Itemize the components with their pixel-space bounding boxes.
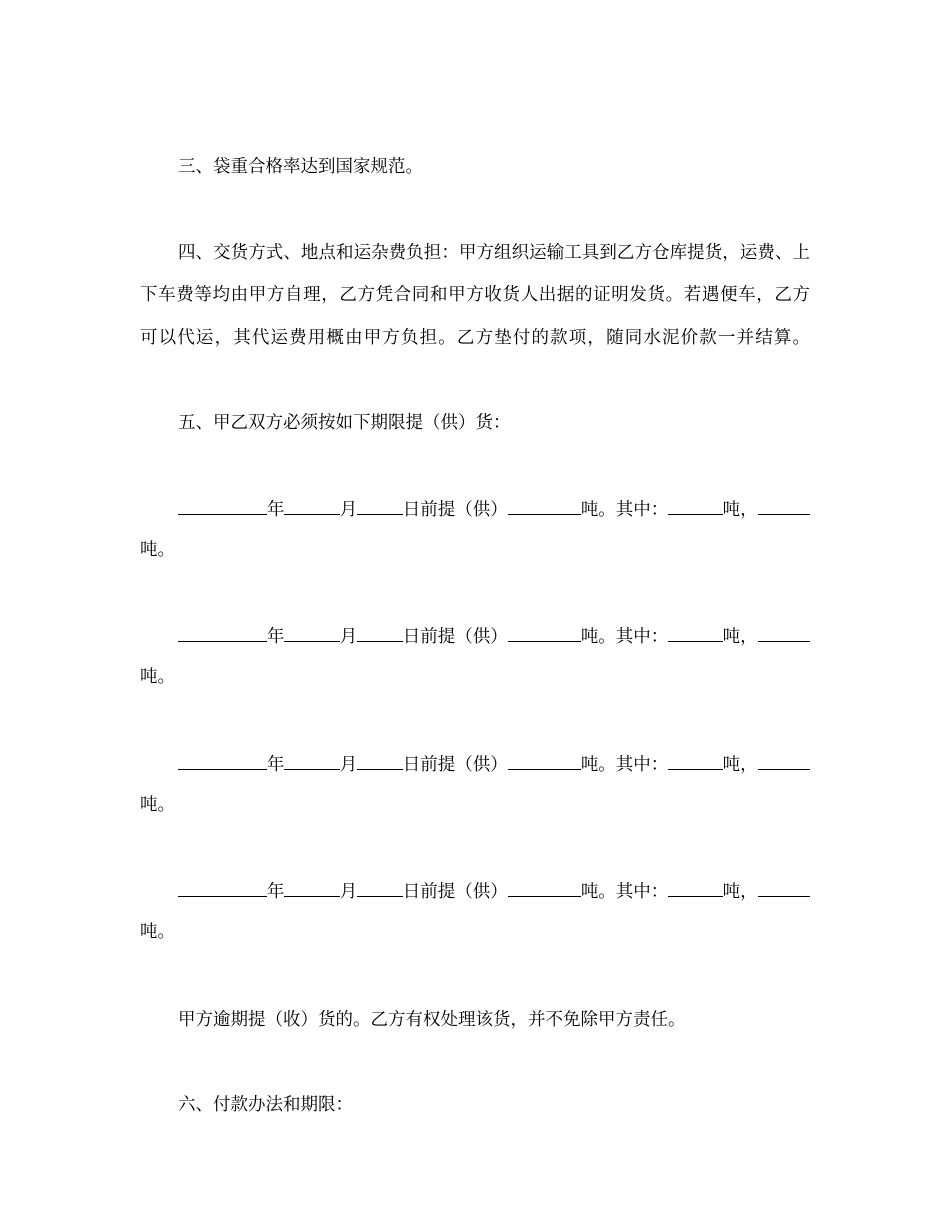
clause-4-line-3: 可以代运，其代运费用概由甲方负担。乙方垫付的款项，随同水泥价款一并结算。 bbox=[140, 328, 810, 348]
fill-in-blank[interactable] bbox=[284, 623, 339, 642]
fill-in-blank[interactable] bbox=[508, 878, 581, 897]
label-ton_comma: 吨， bbox=[722, 882, 758, 902]
fill-in-blank[interactable] bbox=[508, 623, 581, 642]
fill-in-blank[interactable] bbox=[178, 496, 267, 515]
fill-in-blank[interactable] bbox=[178, 878, 267, 897]
fill-in-blank[interactable] bbox=[508, 496, 581, 515]
clause-5: 五、甲乙双方必须按如下期限提（供）货： bbox=[178, 413, 511, 433]
schedule-row bbox=[178, 878, 810, 902]
clause-4-line-2: 下车费等均由甲方自理，乙方凭合同和甲方收货人出据的证明发货。若遇便车，乙方 bbox=[140, 285, 810, 305]
label-day_supply: 日前提（供） bbox=[402, 500, 508, 520]
label-ton_comma: 吨， bbox=[722, 755, 758, 775]
fill-in-blank[interactable] bbox=[284, 751, 339, 770]
label-ton_end: 吨。 bbox=[140, 795, 175, 815]
label-ton_end: 吨。 bbox=[140, 922, 175, 942]
fill-in-blank[interactable] bbox=[284, 878, 339, 897]
clause-3: 三、袋重合格率达到国家规范。 bbox=[178, 157, 423, 177]
fill-in-blank[interactable] bbox=[668, 878, 722, 897]
schedule-row-end bbox=[140, 538, 810, 562]
fill-in-blank[interactable] bbox=[178, 751, 267, 770]
label-year: 年 bbox=[266, 755, 285, 775]
label-year: 年 bbox=[266, 500, 285, 520]
label-ton_among: 吨。其中： bbox=[580, 882, 669, 902]
fill-in-blank[interactable] bbox=[357, 878, 402, 897]
label-month: 月 bbox=[339, 627, 358, 647]
label-ton_among: 吨。其中： bbox=[580, 755, 669, 775]
fill-in-blank[interactable] bbox=[758, 623, 810, 642]
label-month: 月 bbox=[339, 882, 358, 902]
schedule-row-end bbox=[140, 665, 810, 689]
schedule-row-end bbox=[140, 920, 810, 944]
fill-in-blank[interactable] bbox=[758, 751, 810, 770]
fill-in-blank[interactable] bbox=[668, 496, 722, 515]
fill-in-blank[interactable] bbox=[357, 623, 402, 642]
label-month: 月 bbox=[339, 500, 358, 520]
fill-in-blank[interactable] bbox=[284, 496, 339, 515]
schedule-row-end bbox=[140, 793, 810, 817]
label-day_supply: 日前提（供） bbox=[402, 882, 508, 902]
fill-in-blank[interactable] bbox=[758, 878, 810, 897]
schedule-row bbox=[178, 751, 810, 775]
fill-in-blank[interactable] bbox=[668, 623, 722, 642]
label-ton_end: 吨。 bbox=[140, 540, 175, 560]
schedule-row bbox=[178, 496, 810, 520]
label-ton_comma: 吨， bbox=[722, 627, 758, 647]
label-day_supply: 日前提（供） bbox=[402, 755, 508, 775]
overdue-clause: 甲方逾期提（收）货的。乙方有权处理该货，并不免除甲方责任。 bbox=[178, 1010, 686, 1030]
label-month: 月 bbox=[339, 755, 358, 775]
fill-in-blank[interactable] bbox=[758, 496, 810, 515]
label-ton_comma: 吨， bbox=[722, 500, 758, 520]
label-ton_among: 吨。其中： bbox=[580, 627, 669, 647]
label-ton_among: 吨。其中： bbox=[580, 500, 669, 520]
fill-in-blank[interactable] bbox=[357, 751, 402, 770]
fill-in-blank[interactable] bbox=[508, 751, 581, 770]
label-year: 年 bbox=[266, 627, 285, 647]
label-day_supply: 日前提（供） bbox=[402, 627, 508, 647]
fill-in-blank[interactable] bbox=[668, 751, 722, 770]
fill-in-blank[interactable] bbox=[357, 496, 402, 515]
label-ton_end: 吨。 bbox=[140, 667, 175, 687]
clause-6: 六、付款办法和期限： bbox=[178, 1095, 353, 1115]
clause-4-line-1: 四、交货方式、地点和运杂费负担：甲方组织运输工具到乙方仓库提货，运费、上 bbox=[178, 243, 810, 263]
fill-in-blank[interactable] bbox=[178, 623, 267, 642]
schedule-row bbox=[178, 623, 810, 647]
label-year: 年 bbox=[266, 882, 285, 902]
